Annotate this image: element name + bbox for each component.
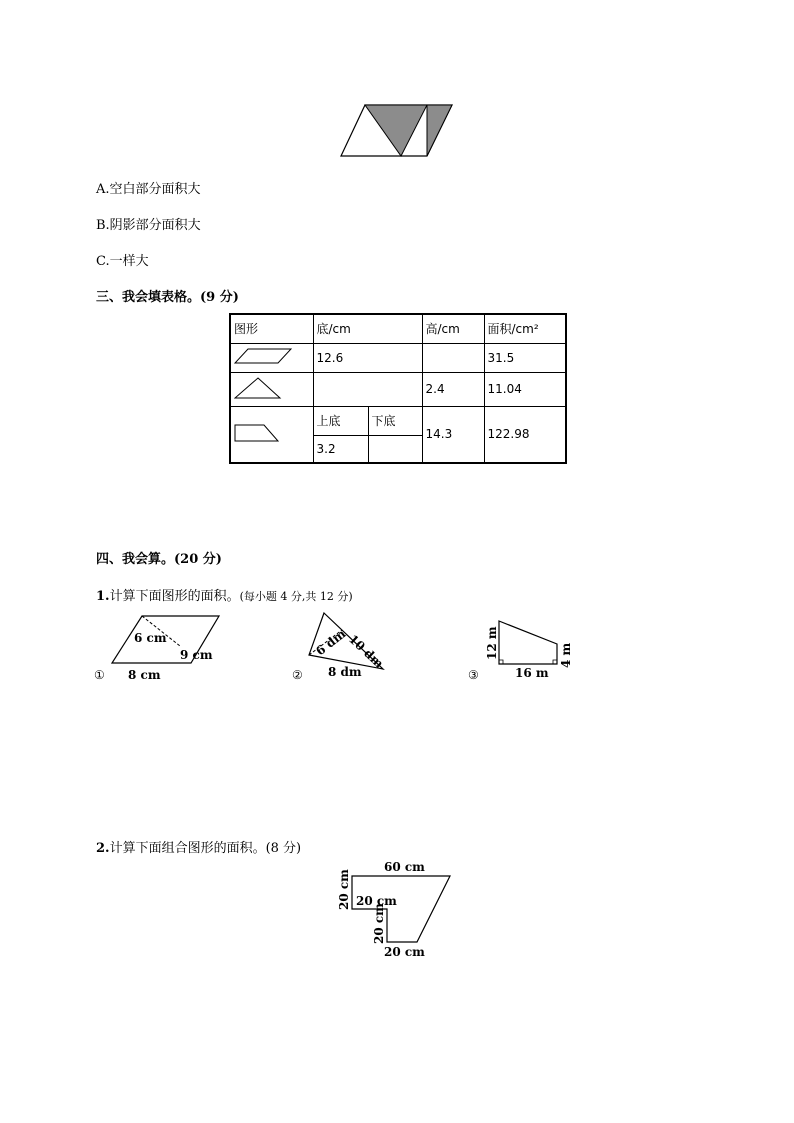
parallelogram-area: 31.5 — [484, 343, 566, 372]
question-1 — [96, 585, 353, 604]
trapezoid-height: 14.3 — [422, 406, 484, 463]
fig1-bottom-label: 8 cm — [128, 668, 161, 682]
header-height: 高/cm — [422, 314, 484, 343]
section-3-title: 三、我会填表格。(9 分) — [96, 290, 239, 305]
composite-top-label: 60 cm — [384, 860, 425, 874]
fig1-top-label: 6 cm — [134, 631, 167, 645]
question-1-text: 计算下面图形的面积。 — [109, 589, 240, 604]
composite-shape — [352, 876, 450, 942]
fig3-bottom-label: 16 m — [515, 666, 549, 680]
fig2-alt-label: 6 dm — [313, 626, 349, 659]
fig3-left-label: 12 m — [485, 626, 499, 660]
triangle-area: 11.04 — [484, 372, 566, 406]
question-2-number: 2. — [96, 841, 110, 856]
section-4-title: 四、我会算。(20 分) — [96, 552, 222, 567]
question-2 — [96, 837, 301, 856]
figure-3-trapezoid — [466, 616, 576, 684]
question-2-text: 计算下面组合图形的面积。(8 分) — [109, 841, 302, 856]
triangle-icon — [230, 372, 313, 406]
option-b: B.阴影部分面积大 — [96, 218, 201, 233]
header-shape: 图形 — [230, 314, 313, 343]
trapezoid-lower-label: 下底 — [368, 406, 422, 435]
header-area: 面积/cm² — [484, 314, 566, 343]
composite-left-upper-label: 20 cm — [337, 869, 351, 910]
composite-bottom-label: 20 cm — [384, 945, 425, 959]
parallelogram-base: 12.6 — [313, 343, 422, 372]
shaded-triangle-right — [427, 105, 452, 156]
trapezoid-icon — [230, 406, 313, 463]
fig2-bottom-label: 8 dm — [328, 665, 362, 679]
composite-left-lower-label: 20 cm — [372, 903, 386, 944]
composite-step-label: 20 cm — [356, 894, 397, 908]
triangle-height: 2.4 — [422, 372, 484, 406]
fig2-slant-label: 10 dm — [345, 631, 387, 671]
trapezoid-upper-value: 3.2 — [313, 435, 368, 463]
shaded-parallelogram-figure — [340, 104, 454, 158]
fig1-index: ① — [94, 668, 105, 682]
question-1-number: 1. — [96, 589, 110, 604]
triangle-base — [313, 372, 422, 406]
parallelogram-icon — [230, 343, 313, 372]
option-c: C.一样大 — [96, 254, 149, 269]
figure-2-triangle — [290, 606, 390, 686]
trapezoid-upper-label: 上底 — [313, 406, 368, 435]
fig1-side-label: 9 cm — [180, 648, 213, 662]
composite-figure — [334, 858, 458, 962]
fill-in-table — [229, 313, 567, 464]
header-base: 底/cm — [313, 314, 422, 343]
trapezoid-lower-value — [368, 435, 422, 463]
fig2-index: ② — [292, 668, 303, 682]
fig3-right-label: 4 m — [559, 642, 573, 668]
fig3-index: ③ — [468, 668, 479, 682]
option-a: A.空白部分面积大 — [96, 182, 201, 197]
trapezoid-shape — [499, 621, 557, 664]
trapezoid-area: 122.98 — [484, 406, 566, 463]
parallelogram-height — [422, 343, 484, 372]
figure-1-parallelogram — [92, 612, 222, 684]
question-1-note: (每小题 4 分,共 12 分) — [239, 590, 353, 603]
